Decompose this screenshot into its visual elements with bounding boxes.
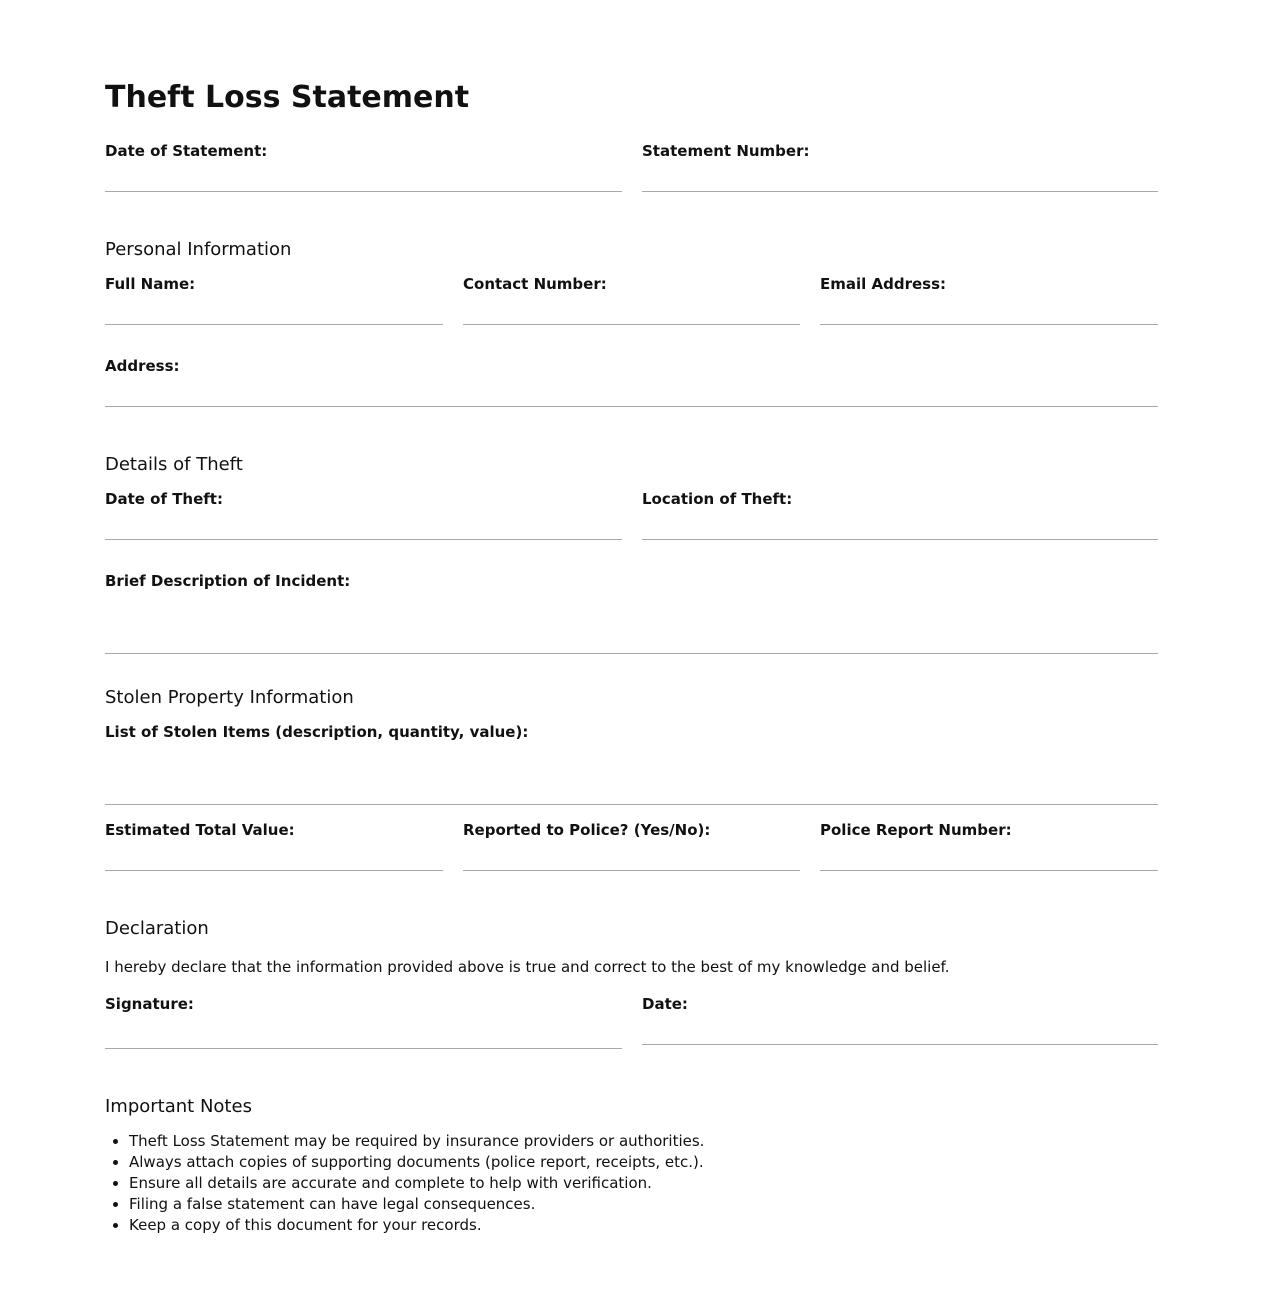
signature-label: Signature: [105,995,194,1013]
location-of-theft-field[interactable] [642,539,1158,540]
contact-number-label: Contact Number: [463,275,607,293]
estimated-total-value-label: Estimated Total Value: [105,821,295,839]
list-item: • Theft Loss Statement may be required by insurance providers or authorities. [129,1131,704,1152]
list-of-stolen-items-field[interactable] [105,804,1158,805]
details-of-theft-heading: Details of Theft [105,454,243,475]
list-of-stolen-items-label: List of Stolen Items (description, quantity, value): [105,723,529,741]
location-of-theft-label: Location of Theft: [642,490,793,508]
address-field[interactable] [105,406,1158,407]
estimated-total-value-field[interactable] [105,870,443,871]
date-of-statement-label: Date of Statement: [105,142,268,160]
page-title: Theft Loss Statement [105,80,470,115]
declaration-date-field[interactable] [642,1044,1158,1045]
declaration-heading: Declaration [105,918,209,939]
full-name-label: Full Name: [105,275,196,293]
reported-to-police-field[interactable] [463,870,800,871]
date-of-theft-field[interactable] [105,539,622,540]
list-item: • Keep a copy of this document for your records. [129,1215,704,1236]
police-report-number-label: Police Report Number: [820,821,1012,839]
stolen-property-heading: Stolen Property Information [105,687,354,708]
list-item: • Filing a false statement can have legal consequences. [129,1194,704,1215]
brief-description-field[interactable] [105,653,1158,654]
declaration-date-label: Date: [642,995,688,1013]
list-item: • Ensure all details are accurate and complete to help with verification. [129,1173,704,1194]
personal-information-heading: Personal Information [105,239,292,260]
police-report-number-field[interactable] [820,870,1158,871]
statement-number-field[interactable] [642,191,1158,192]
statement-number-label: Statement Number: [642,142,810,160]
list-item: • Always attach copies of supporting documents (police report, receipts, etc.). [129,1152,704,1173]
full-name-field[interactable] [105,324,443,325]
brief-description-label: Brief Description of Incident: [105,572,351,590]
reported-to-police-label: Reported to Police? (Yes/No): [463,821,711,839]
email-address-label: Email Address: [820,275,947,293]
date-of-theft-label: Date of Theft: [105,490,223,508]
declaration-text: I hereby declare that the information provided above is true and correct to the best of my knowledge and belief. [105,958,950,976]
important-notes-list [105,1131,704,1236]
important-notes-heading: Important Notes [105,1096,252,1117]
contact-number-field[interactable] [463,324,800,325]
address-label: Address: [105,357,180,375]
signature-field[interactable] [105,1048,622,1049]
date-of-statement-field[interactable] [105,191,622,192]
email-address-field[interactable] [820,324,1158,325]
